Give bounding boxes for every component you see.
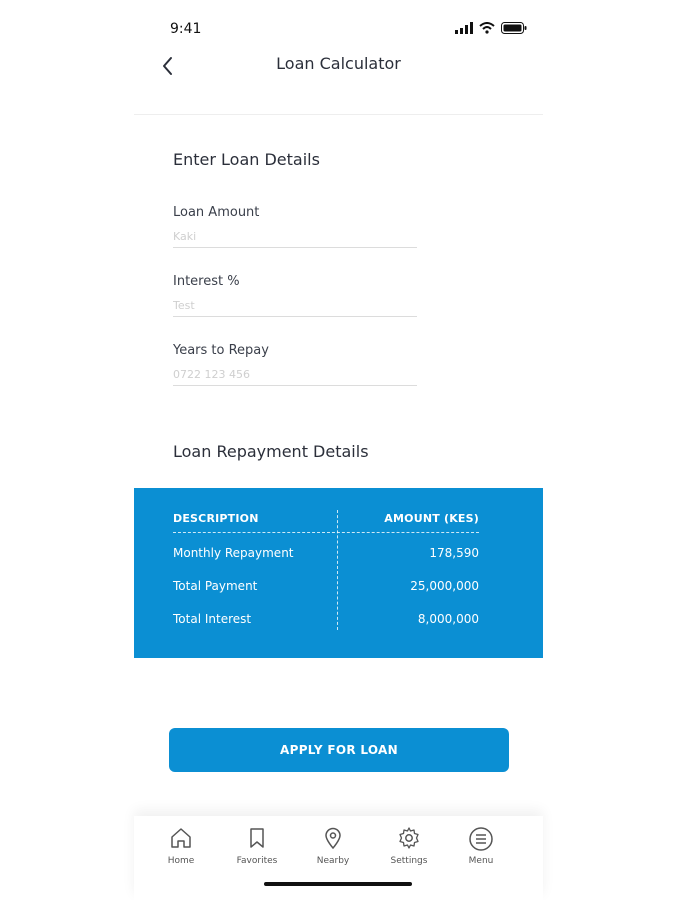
battery-icon (501, 22, 527, 34)
loan-amount-field (173, 205, 417, 248)
tab-settings[interactable] (374, 826, 444, 866)
column-header-amount: AMOUNT (KES) (384, 512, 479, 525)
tab-label: Nearby (316, 856, 350, 866)
loan-amount-label: Loan Amount (173, 205, 260, 220)
page-title: Loan Calculator (276, 54, 401, 73)
tab-nearby[interactable] (298, 826, 368, 866)
wifi-icon (479, 22, 495, 34)
tab-label: Settings (390, 856, 428, 866)
row-description: Monthly Repayment (173, 546, 294, 560)
tab-favorites[interactable] (222, 826, 292, 866)
loan-details-title: Enter Loan Details (173, 150, 320, 169)
interest-label: Interest % (173, 274, 240, 289)
tab-bar (134, 816, 543, 900)
signal-icon (455, 22, 473, 34)
repayment-table (134, 488, 543, 658)
bookmark-icon (245, 826, 269, 850)
repayment-details-title: Loan Repayment Details (173, 442, 369, 461)
row-amount: 178,590 (429, 546, 479, 560)
table-row (173, 612, 479, 630)
years-to-repay-field (173, 343, 417, 386)
menu-icon (468, 826, 494, 852)
tab-label: Favorites (236, 856, 278, 866)
row-amount: 8,000,000 (417, 612, 479, 626)
gear-icon (397, 826, 421, 850)
header-divider (173, 532, 479, 533)
status-icons (455, 22, 527, 34)
row-description: Total Payment (173, 579, 258, 593)
row-amount: 25,000,000 (410, 579, 479, 593)
location-pin-icon (321, 826, 345, 850)
nav-header (134, 44, 543, 115)
years-to-repay-input[interactable] (173, 368, 417, 386)
apply-for-loan-button[interactable]: APPLY FOR LOAN (169, 728, 509, 772)
years-to-repay-label: Years to Repay (173, 343, 269, 358)
row-description: Total Interest (173, 612, 252, 626)
status-bar (134, 18, 543, 42)
status-time: 9:41 (170, 21, 202, 37)
interest-input[interactable] (173, 299, 417, 317)
home-indicator (264, 882, 412, 886)
tab-home[interactable] (146, 826, 216, 866)
tab-label: Home (167, 856, 195, 866)
home-icon (169, 826, 193, 850)
loan-amount-input[interactable] (173, 230, 417, 248)
tab-label: Menu (468, 856, 494, 866)
interest-field (173, 274, 417, 317)
column-header-description: DESCRIPTION (173, 512, 259, 525)
phone-screen (134, 0, 543, 900)
tab-menu[interactable] (446, 826, 516, 866)
table-row (173, 546, 479, 564)
table-row (173, 579, 479, 597)
